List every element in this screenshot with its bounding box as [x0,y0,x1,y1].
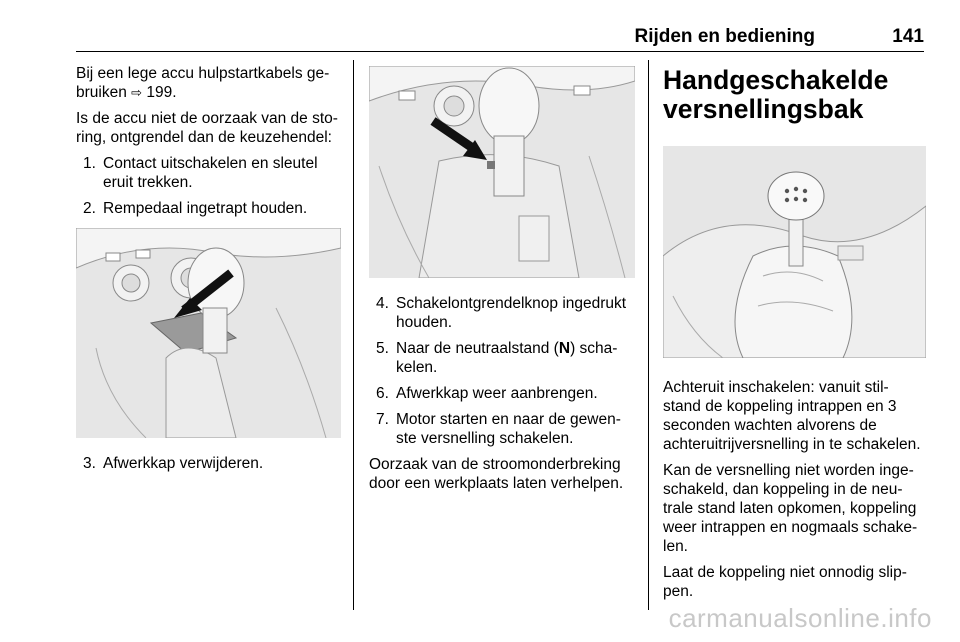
step-text: Motor starten en naar de gewen-ste versnelling schakelen. [396,411,621,447]
step-text: Afwerkkap weer aanbrengen. [396,385,598,402]
paragraph: Bij een lege accu hulpstartkabels ge-bruiken ⇨ 199. [76,65,330,101]
list-item [369,384,635,403]
step-number: 4. [376,295,389,312]
list-item [369,294,635,332]
column-3 [663,64,926,608]
figure-manual-gearbox-illustration [663,146,926,358]
step-text: Contact uitschakelen en sleutel eruit trekken. [103,155,318,191]
page-reference[interactable]: 199. [146,84,177,101]
column-1 [76,64,341,480]
list-item [76,154,341,192]
column-2 [369,64,635,500]
list-item [369,339,635,377]
paragraph: Oorzaak van de stroomonderbreking door een werkplaats laten verhelpen. [369,456,624,492]
list-item [369,410,635,448]
neutral-position-label: N [558,340,571,357]
paragraph: Laat de koppeling niet onnodig slip-pen. [663,564,907,600]
column-divider-2 [648,60,649,610]
step-text: Naar de neutraalstand (N) scha-kelen. [396,340,618,376]
paragraph: Achteruit inschakelen: vanuit stil-stand de koppeling intrappen en 3 seconden wachten alvorens de achteruitrijversnelling in te schakelen. [663,379,921,453]
figure-shift-cover-illustration [76,228,341,438]
list-item [76,454,341,473]
reference-arrow-icon: ⇨ [131,85,143,100]
section-heading: Handgeschakelde versnellingsbak [663,65,889,124]
figure-release-button-illustration [369,66,635,278]
step-text: Schakelontgrendelknop ingedrukt houden. [396,295,627,331]
list-item [76,199,341,218]
paragraph: Kan de versnelling niet worden inge-schakeld, dan koppeling in de neu-trale stand laten opkomen, koppeling weer intrappen en nogmaals schake-len. [663,462,918,555]
page-number: 141 [892,26,924,47]
paragraph: Is de accu niet de oorzaak van de sto-ring, ontgrendel dan de keuzehendel: [76,110,338,146]
step-text: Rempedaal ingetrapt houden. [103,200,308,217]
column-divider-1 [353,60,354,610]
step-list [76,454,341,473]
step-list [76,154,341,218]
step-list [369,294,635,448]
page-header-title: Rijden en bediening [634,26,815,47]
step-number: 1. [83,155,96,172]
step-number: 5. [376,340,389,357]
step-text: Afwerkkap verwijderen. [103,455,264,472]
step-number: 3. [83,455,96,472]
step-number: 6. [376,385,389,402]
watermark: carmanualsonline.info [668,603,932,633]
header-rule [76,51,924,52]
step-number: 7. [376,411,389,428]
step-number: 2. [83,200,96,217]
